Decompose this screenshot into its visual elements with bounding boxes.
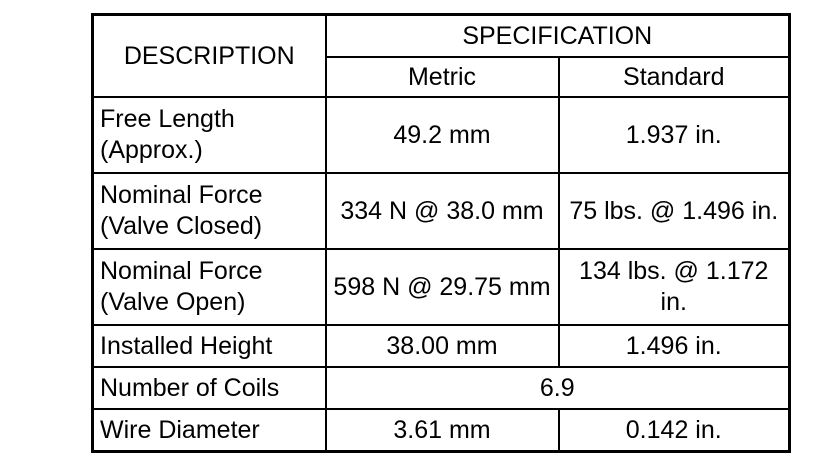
standard-header: Standard bbox=[559, 57, 790, 97]
standard-value: 0.142 in. bbox=[559, 409, 790, 452]
specification-header: SPECIFICATION bbox=[326, 15, 790, 58]
header-row bbox=[93, 15, 790, 58]
standard-value: 1.496 in. bbox=[559, 325, 790, 367]
row-description bbox=[93, 97, 326, 173]
metric-value: 3.61 mm bbox=[326, 409, 559, 452]
table-row bbox=[93, 325, 790, 367]
standard-value: 1.937 in. bbox=[559, 97, 790, 173]
description-line: (Valve Open) bbox=[100, 288, 246, 316]
row-description: Wire Diameter bbox=[93, 409, 326, 452]
metric-value: 598 N @ 29.75 mm bbox=[326, 249, 559, 325]
standard-value: 75 lbs. @ 1.496 in. bbox=[559, 173, 790, 249]
metric-value: 38.00 mm bbox=[326, 325, 559, 367]
table-row bbox=[93, 97, 790, 173]
row-description bbox=[93, 249, 326, 325]
table-row bbox=[93, 249, 790, 325]
metric-header: Metric bbox=[326, 57, 559, 97]
description-line: Nominal Force bbox=[100, 181, 263, 209]
metric-value: 334 N @ 38.0 mm bbox=[326, 173, 559, 249]
description-line: (Approx.) bbox=[100, 136, 203, 164]
metric-value: 49.2 mm bbox=[326, 97, 559, 173]
row-description bbox=[93, 173, 326, 249]
description-line: Nominal Force bbox=[100, 257, 263, 285]
description-line: Free Length bbox=[100, 105, 235, 133]
spring-specification-table bbox=[91, 13, 791, 453]
table-row bbox=[93, 409, 790, 452]
combined-value: 6.9 bbox=[326, 367, 790, 409]
table-row bbox=[93, 173, 790, 249]
description-header: DESCRIPTION bbox=[93, 15, 326, 98]
row-description: Installed Height bbox=[93, 325, 326, 367]
description-line: (Valve Closed) bbox=[100, 212, 263, 240]
table-row bbox=[93, 367, 790, 409]
row-description: Number of Coils bbox=[93, 367, 326, 409]
standard-value: 134 lbs. @ 1.172 in. bbox=[559, 249, 790, 325]
